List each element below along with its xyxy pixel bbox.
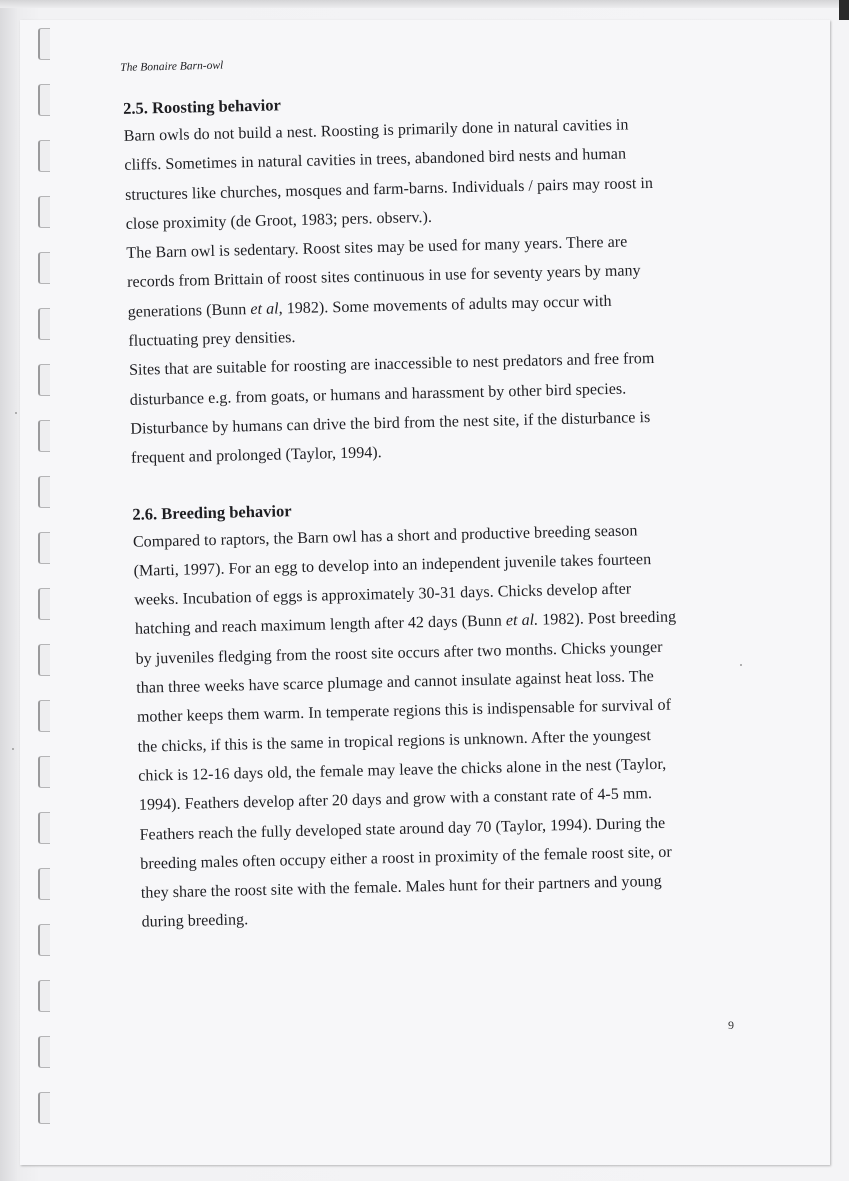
text-line: breeding males often occupy either a roost in proximity of the female roost site, or [140, 843, 672, 873]
running-header: The Bonaire Barn-owl [120, 59, 224, 74]
scan-speck [12, 748, 14, 750]
text-line: chick is 12-16 days old, the female may leave the chicks alone in the nest (Taylor, [138, 755, 667, 785]
scan-corner-shadow [839, 0, 849, 20]
text-line: Feathers reach the fully developed state around day 70 (Taylor, 1994). During the [139, 814, 666, 844]
section-body-breeding [133, 514, 748, 938]
text-line: Compared to raptors, the Barn owl has a short and productive breeding season [132, 521, 638, 551]
binding-hole [38, 756, 50, 788]
text-line: they share the roost site with the female. Males hunt for their partners and young [140, 873, 662, 902]
binding-hole [38, 868, 50, 900]
text-line: mother keeps them warm. In temperate regions this is indispensable for survival of [136, 696, 672, 727]
scan-top-edge [0, 0, 849, 8]
text-line: weeks. Incubation of eggs is approximately 30-31 days. Chicks develop after [134, 580, 632, 609]
section-heading-roosting: 2.5. Roosting behavior [122, 95, 282, 118]
binding-hole [38, 588, 50, 620]
binding-hole [38, 420, 50, 452]
binding-hole [38, 28, 50, 60]
binding-hole [38, 308, 50, 340]
page-content [118, 44, 753, 1148]
binding-hole [38, 196, 50, 228]
text-line: records from Brittain of roost sites continuous in use for seventy years by many [126, 262, 641, 292]
page-number: 9 [728, 1018, 734, 1032]
text-line: the chicks, if this is the same in tropical regions is unknown. After the youngest [137, 726, 652, 756]
binding-hole [38, 1092, 50, 1124]
text-line: The Barn owl is sedentary. Roost sites may be used for many years. There are [126, 233, 628, 263]
scan-speck [15, 412, 17, 414]
text-line: during breeding. [141, 911, 249, 932]
text-line: close proximity (de Groot, 1983; pers. observ.). [125, 208, 433, 233]
text-line: (Marti, 1997). For an egg to develop into an independent juvenile takes fourteen [133, 550, 652, 580]
binding-hole [38, 252, 50, 284]
text-line: than three weeks have scarce plumage and cannot insulate against heat loss. The [136, 668, 655, 697]
binding-hole [38, 476, 50, 508]
binding-hole [38, 364, 50, 396]
binding-hole [38, 924, 50, 956]
binding-hole [38, 980, 50, 1012]
text-line: structures like churches, mosques and farm-barns. Individuals / pairs may roost in [124, 174, 654, 204]
text-line: disturbance e.g. from goats, or humans and harassment by other bird species. [129, 380, 627, 409]
binding-hole [38, 812, 50, 844]
binding-hole [38, 1036, 50, 1068]
binding-hole [38, 84, 50, 116]
binding-hole [38, 140, 50, 172]
section-body-roosting [123, 108, 737, 473]
text-line: hatching and reach maximum length after 42 days (Bunn et al. 1982). Post breeding [134, 608, 677, 639]
text-line: by juveniles fledging from the roost site occurs after two months. Chicks younger [135, 638, 663, 668]
text-line: Barn owls do not build a nest. Roosting is primarily done in natural cavities in [123, 116, 629, 145]
text-line: cliffs. Sometimes in natural cavities in trees, abandoned bird nests and human [124, 145, 627, 175]
binding-holes [34, 28, 54, 1168]
text-line: 1994). Feathers develop after 20 days and grow with a constant rate of 4-5 mm. [138, 785, 653, 814]
text-line: Sites that are suitable for roosting are inaccessible to nest predators and free from [128, 350, 655, 380]
text-line: fluctuating prey densities. [128, 329, 296, 350]
binding-hole [38, 644, 50, 676]
text-line: generations (Bunn et al, 1982). Some movements of adults may occur with [127, 292, 612, 321]
text-line: frequent and prolonged (Taylor, 1994). [130, 444, 382, 468]
binding-hole [38, 532, 50, 564]
text-line: Disturbance by humans can drive the bird from the nest site, if the disturbance is [130, 408, 651, 438]
binding-hole [38, 700, 50, 732]
section-heading-breeding: 2.6. Breeding behavior [132, 500, 292, 524]
